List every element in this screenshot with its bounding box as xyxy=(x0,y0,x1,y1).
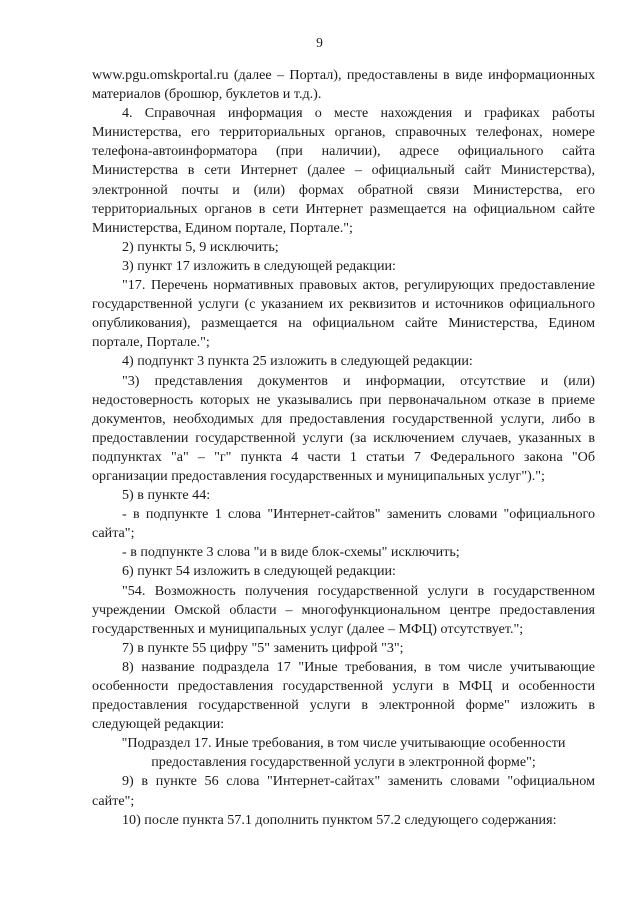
paragraph: 5) в пункте 44: xyxy=(122,487,211,504)
paragraph: "3) представления документов и информации, отсутствие и (или) недостоверность которых не указывались при первоначальном отказе в приеме документов, необходимых для предоставления государственной услуги, либо в предоставлении государственной услуги (за исключением случаев, указанных в подпунктах "а" – "г" пункта 4 части 1 статьи 7 Федерального закона "Об организации предоставления государственных и муниципальных услуг")."; xyxy=(92,372,595,484)
document-body xyxy=(92,66,595,830)
paragraph: "17. Перечень нормативных правовых актов, регулирующих предоставление государственной услуги (с указанием их реквизитов и источников официального опубликования), размещается на официальном сайте Министерства, Едином портале, Портале."; xyxy=(92,277,595,351)
subsection-heading: "Подраздел 17. Иные требования, в том числе учитывающие особенности предоставления государственной услуги в электронной форме"; xyxy=(121,735,566,771)
paragraph: 7) в пункте 55 цифру "5" заменить цифрой "3"; xyxy=(122,639,404,656)
page-number: 9 xyxy=(316,35,323,50)
paragraph: 3) пункт 17 изложить в следующей редакции: xyxy=(122,257,396,274)
paragraph: 4. Справочная информация о месте нахождения и графиках работы Министерства, его территориальных органов, справочных телефонах, номере телефона-автоинформатора (при наличии), адресе официального сайта Министерства в сети Интернет (далее – официальный сайт Министерства), электронной почты и (или) формах обратной связи Министерства, его территориальных органов в сети Интернет размещается на официальном сайте Министерства, Едином портале, Портале."; xyxy=(92,105,595,236)
paragraph: 2) пункты 5, 9 исключить; xyxy=(122,238,279,255)
paragraph: 10) после пункта 57.1 дополнить пунктом 57.2 следующего содержания: xyxy=(122,811,557,828)
paragraph: www.pgu.omskportal.ru (далее – Портал), предоставлены в виде информационных материалов (брошюр, буклетов и т.д.). xyxy=(92,67,595,103)
paragraph: 6) пункт 54 изложить в следующей редакции: xyxy=(122,563,396,580)
paragraph: - в подпункте 1 слова "Интернет-сайтов" заменить словами "официального сайта"; xyxy=(92,506,595,542)
paragraph: - в подпункте 3 слова "и в виде блок-схемы" исключить; xyxy=(122,544,460,561)
paragraph: 8) название подраздела 17 "Иные требования, в том числе учитывающие особенности предоставления государственной услуги в МФЦ и особенности предоставления государственной услуги в электронной форме" изложить в следующей редакции: xyxy=(92,658,595,733)
paragraph: "54. Возможность получения государственной услуги в государственном учреждении Омской области – многофункциональном центре предоставления государственных и муниципальных услуг (далее – МФЦ) отсутствует."; xyxy=(92,582,595,637)
paragraph: 4) подпункт 3 пункта 25 изложить в следующей редакции: xyxy=(122,353,473,370)
paragraph: 9) в пункте 56 слова "Интернет-сайтах" заменить словами "официальном сайте"; xyxy=(92,773,595,809)
